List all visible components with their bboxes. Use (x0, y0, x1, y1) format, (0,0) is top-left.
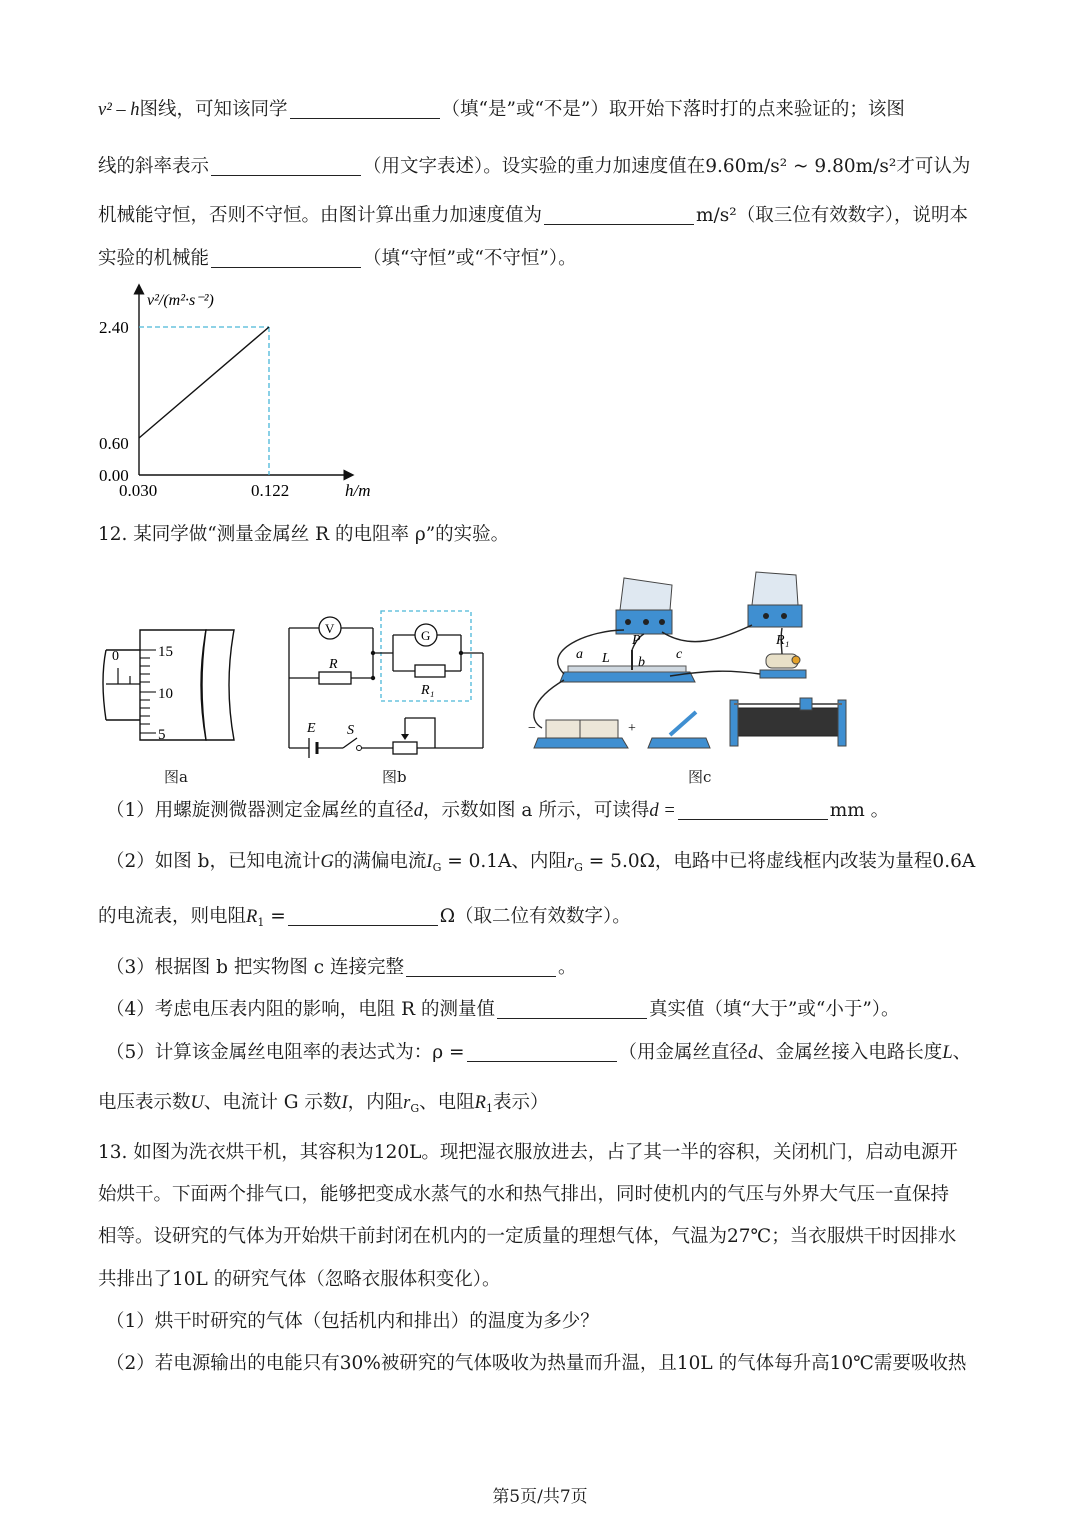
switch-S-label: S (347, 723, 354, 738)
resistor-R1-device (760, 654, 806, 678)
answer-blank-3[interactable] (544, 204, 694, 225)
q12-part-1: （1）用螺旋测微器测定金属丝的直径d，示数如图 a 所示，可读得d = mm 。 (106, 800, 890, 821)
v2-h-label: v² – h (98, 100, 140, 120)
battery-E-label: E (307, 721, 316, 736)
rheostat-device (730, 698, 846, 746)
q11-line-2: 线的斜率表示 （用文字表述）。设实验的重力加速度值在9.60m/s² ~ 9.80m/s²才可认为 (98, 156, 971, 177)
figure-a-micrometer (98, 620, 248, 750)
resistor-R-label: R (329, 657, 338, 672)
answer-blank-circuit[interactable] (406, 956, 556, 977)
q13-line-3: 相等。设研究的气体为开始烘干前封闭在机内的一定质量的理想气体，气温为27℃；当衣服烘干时因排水 (98, 1226, 957, 1247)
figure-c-caption: 图c (688, 768, 712, 786)
q12-title: 12. 某同学做“测量金属丝 R 的电阻率 ρ”的实验。 (98, 524, 510, 545)
thimble-tick-15: 15 (158, 644, 173, 660)
voltmeter-label: V (325, 621, 335, 636)
galvanometer-label: G (421, 628, 431, 643)
galvanometer-device (748, 572, 802, 627)
x-tick-end: 0.122 (251, 481, 290, 500)
answer-blank-4[interactable] (211, 247, 361, 268)
q11-line-4: 实验的机械能 （填“守恒”或“不守恒”）。 (98, 248, 577, 269)
y-tick-zero: 0.00 (99, 466, 129, 485)
q13-line-1: 13. 如图为洗衣烘干机，其容积为120L。现把湿衣服放进去，占了其一半的容积，关闭机门，启动电源开 (98, 1142, 958, 1163)
x-tick-start: 0.030 (119, 481, 158, 500)
y-tick-mid: 0.60 (99, 434, 129, 453)
q13-line-4: 共排出了10L 的研究气体（忽略衣服体积变化）。 (98, 1269, 501, 1290)
v2-h-graph (95, 283, 375, 503)
answer-blank-compare[interactable] (497, 998, 647, 1019)
photo-label-a: a (576, 647, 583, 662)
q11-line-3: 机械能守恒，否则不守恒。由图计算出重力加速度值为 m/s²（取三位有效数字），说明本 (98, 205, 968, 226)
answer-blank-d[interactable] (678, 799, 828, 820)
photo-label-R1: R₁ (776, 633, 790, 648)
page-footer: 第5页/共7页 (492, 1487, 588, 1507)
y-tick-top: 2.40 (99, 318, 129, 337)
data-line (139, 327, 269, 438)
figure-b-circuit (285, 608, 495, 758)
q12-part-2-cont: 的电流表，则电阻$R_1 = \Omega$（取二位有效数字）。 (98, 906, 631, 929)
thimble-tick-5: 5 (158, 727, 166, 743)
q12-part-5: （5）计算该金属丝电阻率的表达式为：ρ = （用金属丝直径d、金属丝接入电路长度L、 (106, 1042, 972, 1063)
q13-part-1: （1）烘干时研究的气体（包括机内和排出）的温度为多少？ (106, 1311, 599, 1332)
q11-line-1: v² – h图线，可知该同学 （填“是”或“不是”）取开始下落时打的点来验证的；该图 (98, 99, 905, 120)
y-axis-label: v²/(m²·s⁻²) (147, 292, 214, 309)
switch-device (648, 712, 710, 748)
sleeve-zero: 0 (112, 649, 119, 664)
answer-blank-rho[interactable] (467, 1041, 617, 1062)
figure-c-apparatus (520, 570, 860, 765)
photo-label-plus: + (628, 721, 636, 736)
photo-label-L: L (602, 651, 610, 666)
photo-label-c: c (676, 647, 683, 662)
answer-blank-1[interactable] (290, 98, 440, 119)
figure-a-caption: 图a (164, 768, 188, 786)
answer-blank-2[interactable] (211, 155, 361, 176)
answer-blank-R1[interactable] (288, 905, 438, 926)
x-axis-label: h/m (345, 481, 371, 500)
photo-label-b: b (638, 655, 645, 670)
q12-part-5-cont: 电压表示数U、电流计 G 示数I，内阻$r_G$、电阻$R_1$表示） (98, 1092, 549, 1115)
photo-label-P: P (632, 633, 641, 648)
q12-part-4: （4）考虑电压表内阻的影响，电阻 R 的测量值 真实值（填“大于”或“小于”）。 (106, 999, 900, 1020)
q13-line-2: 始烘干。下面两个排气口，能够把变成水蒸气的水和热气排出，同时使机内的气压与外界大气压一直保持 (98, 1184, 950, 1205)
q12-part-3: （3）根据图 b 把实物图 c 连接完整 。 (106, 957, 577, 978)
figure-b-caption: 图b (382, 768, 407, 786)
voltmeter-device (616, 578, 672, 634)
q13-part-2: （2）若电源输出的电能只有30%被研究的气体吸收为热量而升温，且10L 的气体每升高10℃需要吸收热 (106, 1353, 967, 1374)
photo-label-minus: − (528, 721, 536, 736)
thimble-tick-10: 10 (158, 686, 173, 702)
q12-part-2: （2）如图 b，已知电流计G的满偏电流$I_G = 0.1A$、内阻$r_G = 5.0\Omega$，电路中已将虚线框内改装为量程0.6A (106, 851, 976, 874)
battery-box (534, 720, 628, 748)
resistor-R1-label: R₁ (421, 683, 435, 698)
